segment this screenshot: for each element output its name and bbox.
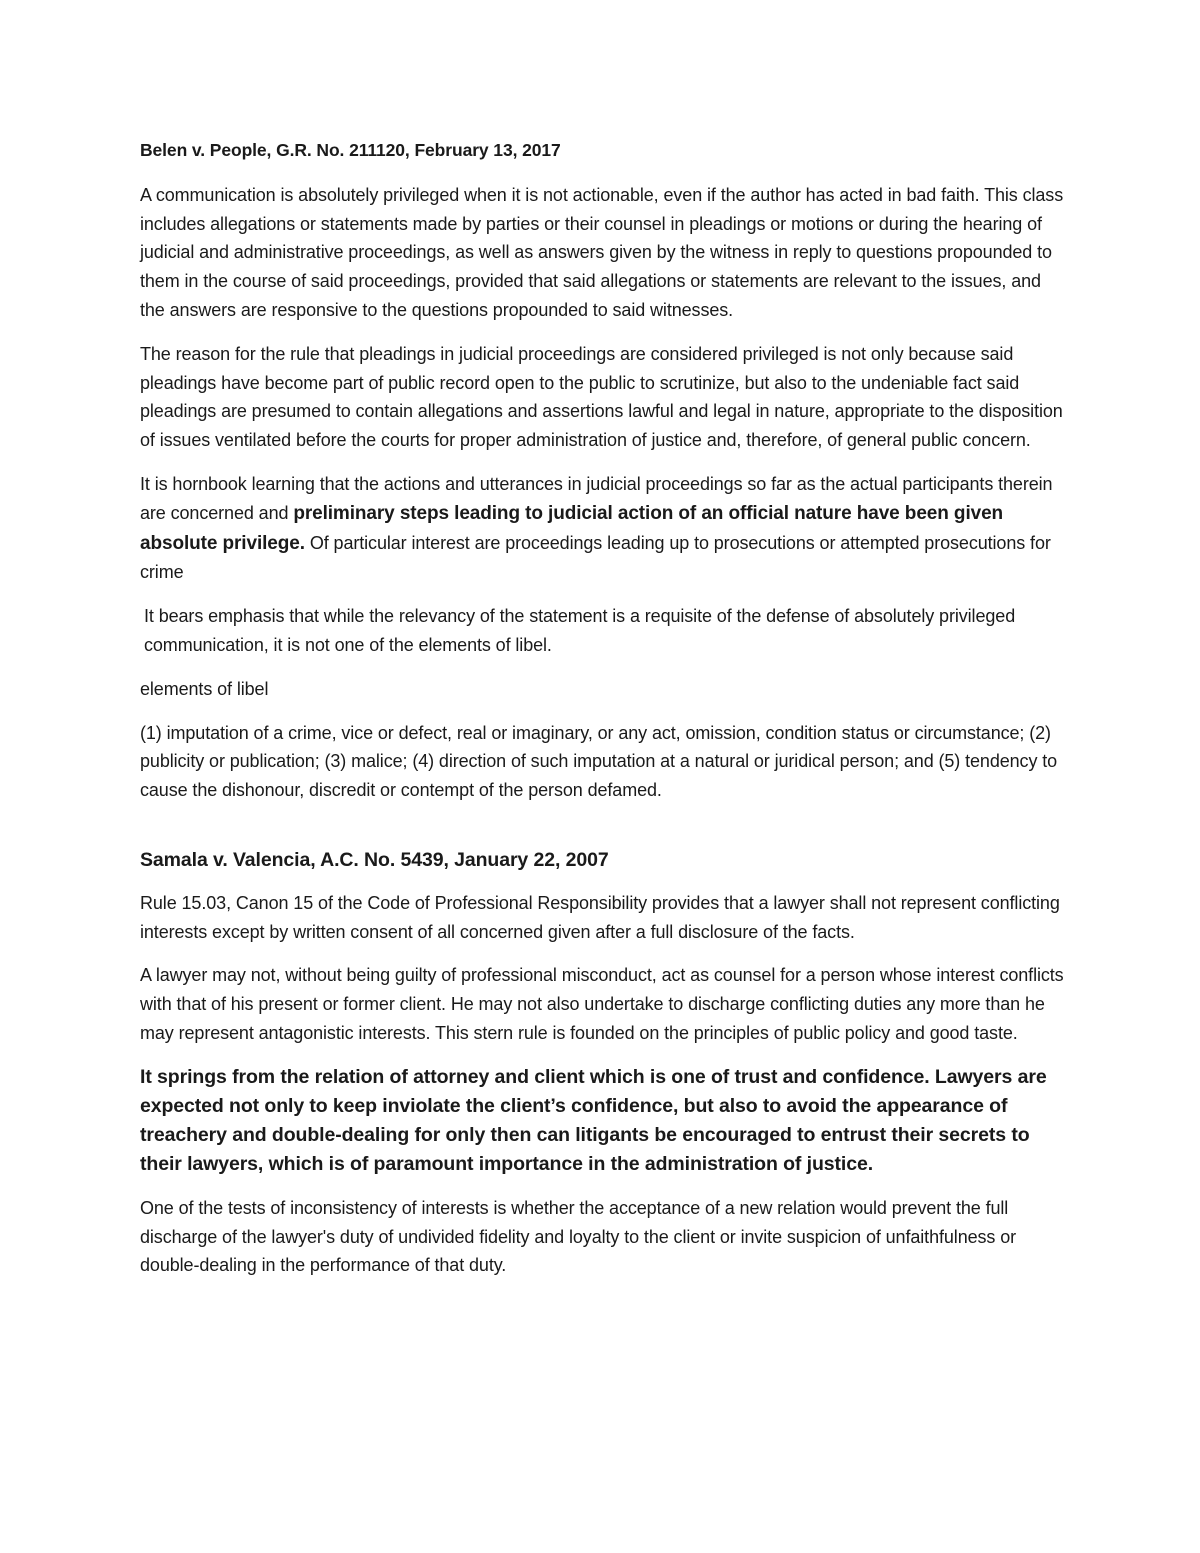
paragraph-reason-for-rule: The reason for the rule that pleadings in judicial proceedings are considered privileged is not only because said pleadings have become part of public record open to the public to scrutinize, but also to the undeniable fact said pleadings are presumed to contain allegations and assertions lawful and legal in nature, appropriate to the disposition of issues ventilated before the courts for proper administration of justice and, therefore, of general public concern. xyxy=(140,343,1063,451)
paragraph-elements-list: (1) imputation of a crime, vice or defect, real or imaginary, or any act, omission, condition status or circumstance; (2) publicity or publication; (3) malice; (4) direction of such imputation at a natural or juridical person; and (5) tendency to cause the dishonour, discredit or contempt of the person defamed. xyxy=(140,722,1058,801)
paragraph-trust-and-confidence: It springs from the relation of attorney and client which is one of trust and confidence. Lawyers are expected not only to keep inviolate the client’s confidence, but also to avoid the appearance of treachery and double-dealing for only then can litigants be encouraged to entrust their secrets to their lawyers, which is of paramount importance in the administration of justice. xyxy=(140,1065,1047,1175)
paragraph-lawyer-misconduct: A lawyer may not, without being guilty of professional misconduct, act as counsel for a person whose interest conflicts with that of his present or former client. He may not also undertake to discharge conflicting duties any more than he may represent antagonistic interests. This stern rule is founded on the principles of public policy and good taste. xyxy=(140,965,1064,1043)
hornbook-text-end: Of particular interest are proceedings leading up to prosecutions or attempted prosecutions for crime xyxy=(140,532,1051,583)
document-page xyxy=(140,136,1065,1295)
paragraph-rule-15-03: Rule 15.03, Canon 15 of the Code of Professional Responsibility provides that a lawyer shall not represent conflicting interests except by written consent of all concerned given after a full disclosure of the facts. xyxy=(140,892,1060,942)
paragraph-relevancy-emphasis: It bears emphasis that while the relevancy of the statement is a requisite of the defense of absolutely privileged communication, it is not one of the elements of libel. xyxy=(144,606,1016,655)
case-title-belen: Belen v. People, G.R. No. 211120, February 13, 2017 xyxy=(140,140,561,160)
case-title-samala: Samala v. Valencia, A.C. No. 5439, January 22, 2007 xyxy=(140,848,609,871)
paragraph-hornbook-learning xyxy=(140,470,1065,587)
paragraph-inconsistency-test: One of the tests of inconsistency of interests is whether the acceptance of a new relation would prevent the full discharge of the lawyer's duty of undivided fidelity and loyalty to the client or invite suspicion of unfaithfulness or double-dealing in the performance of that duty. xyxy=(140,1197,1017,1276)
hornbook-emphasis: preliminary steps leading to judicial action of an official nature have been given absolute privilege. xyxy=(140,502,1004,554)
hornbook-text-start: It is hornbook learning that the actions and utterances in judicial proceedings so far as the actual participants therein are concerned and xyxy=(140,473,1053,523)
paragraph-privileged-definition: A communication is absolutely privileged when it is not actionable, even if the author has acted in bad faith. This class includes allegations or statements made by parties or their counsel in pleadings or motions or during the hearing of judicial and administrative proceedings, as well as answers given by the witness in reply to questions propounded to them in the course of said proceedings, provided that said allegations or statements are relevant to the issues, and the answers are responsive to the questions propounded to said witnesses. xyxy=(140,184,1064,320)
paragraph-elements-heading: elements of libel xyxy=(140,678,269,699)
